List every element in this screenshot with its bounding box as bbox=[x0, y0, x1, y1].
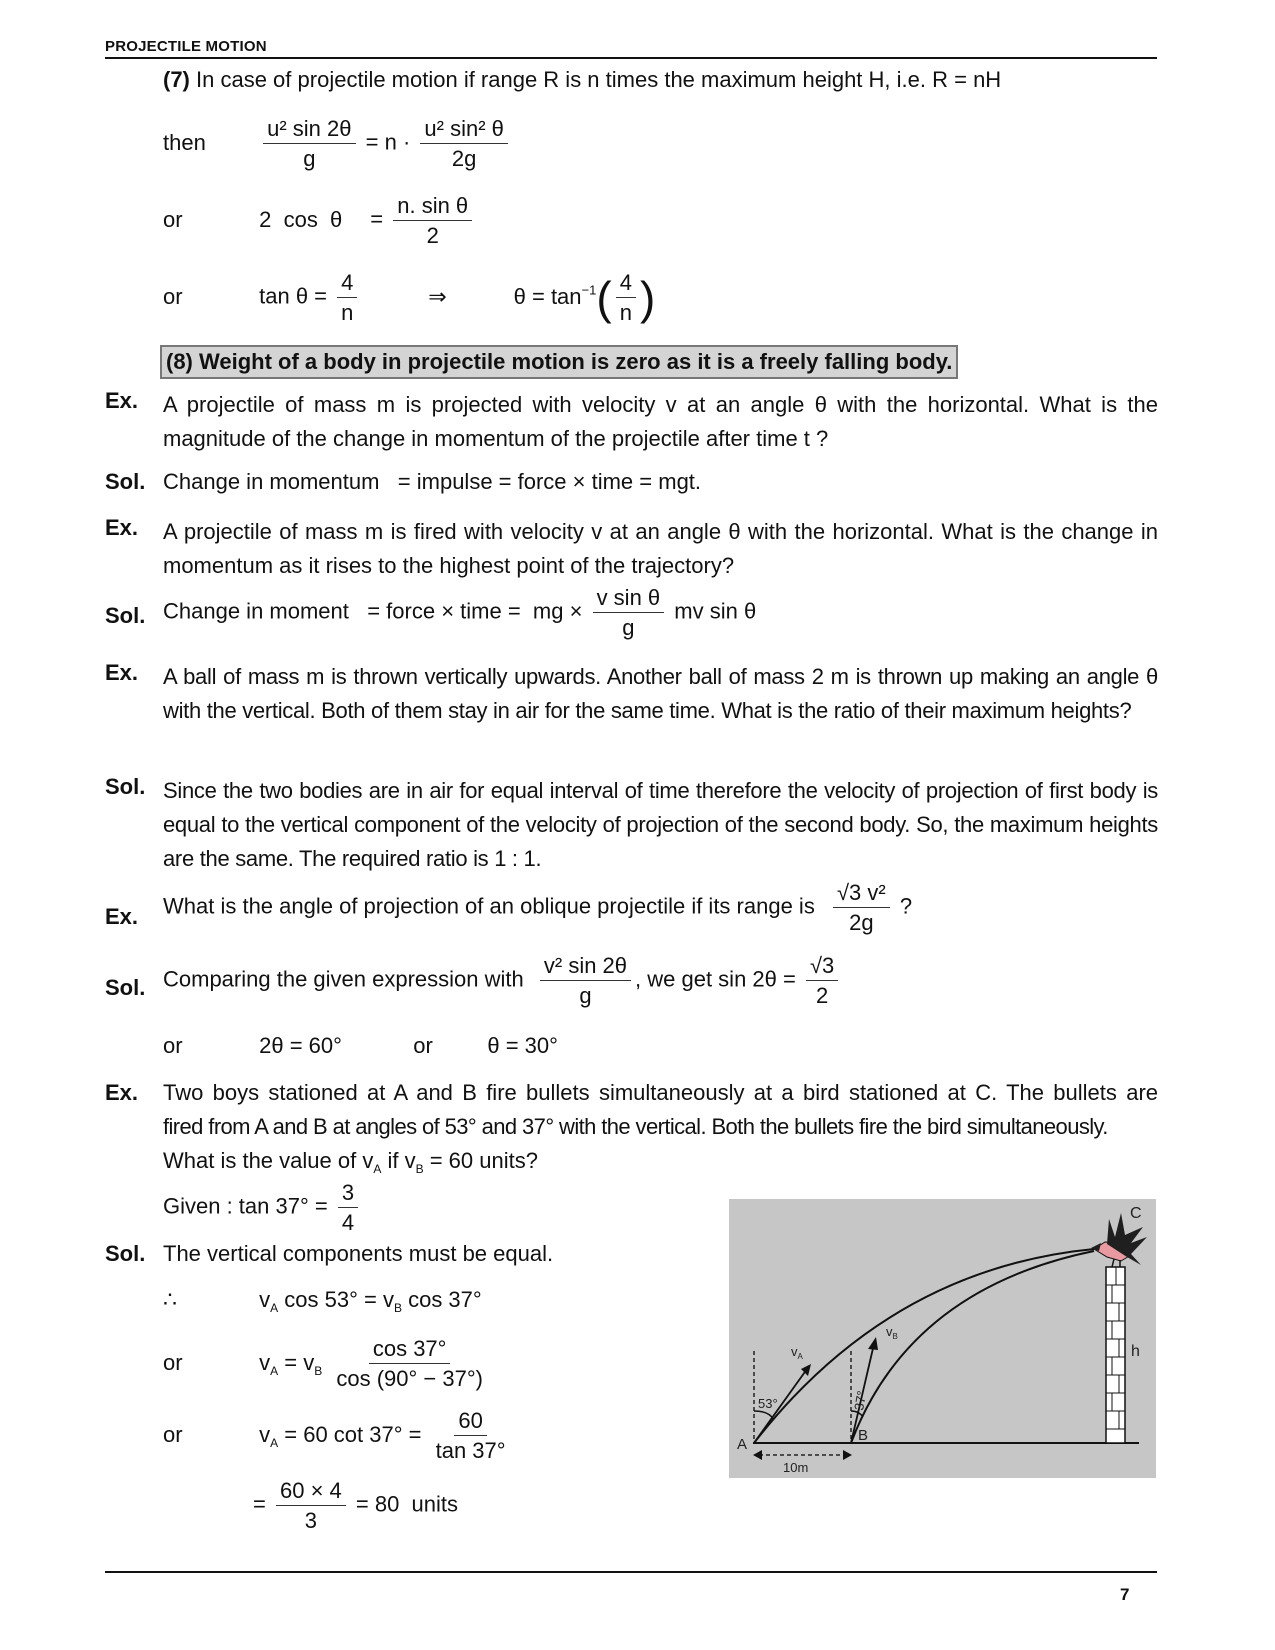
sol-label: Sol. bbox=[105, 774, 146, 799]
svg-text:h: h bbox=[1131, 1343, 1140, 1360]
left-paren-icon: ( bbox=[596, 271, 612, 324]
numerator: cos 37° bbox=[369, 1336, 451, 1364]
numerator: √3 v² bbox=[833, 880, 890, 908]
numerator: v sin θ bbox=[593, 585, 665, 613]
example-3-question: A ball of mass m is thrown vertically upwards. Another ball of mass 2 m is thrown up making an angle θ with the vertical. Both of them stay in air for the same time. What is the ratio of their maximum heights? bbox=[163, 664, 1158, 723]
sol-label: Sol. bbox=[105, 603, 146, 628]
page-number: 7 bbox=[1120, 1585, 1130, 1604]
fraction bbox=[806, 953, 838, 1009]
numerator: v² sin 2θ bbox=[540, 953, 631, 981]
equation-then bbox=[163, 116, 512, 172]
example-5-line-1: Two boys stationed at A and B fire bullets simultaneously at a bird stationed at C. The bullets are bbox=[163, 1080, 1158, 1105]
projectile-diagram bbox=[729, 1199, 1156, 1478]
eq-rhs: θ = tan bbox=[513, 283, 582, 309]
fraction bbox=[833, 880, 890, 936]
subscript: B bbox=[415, 1162, 424, 1176]
ex-label: Ex. bbox=[105, 904, 139, 929]
ex-label: Ex. bbox=[105, 660, 139, 685]
denominator: 2g bbox=[849, 910, 874, 936]
subscript: A bbox=[373, 1162, 382, 1176]
denominator: cos (90° − 37°) bbox=[336, 1366, 483, 1392]
superscript: −1 bbox=[581, 282, 597, 298]
eq-prefix: or bbox=[413, 1033, 433, 1058]
eq-prefix: or bbox=[163, 206, 183, 232]
svg-text:10m: 10m bbox=[783, 1460, 809, 1475]
eq-prefix: or bbox=[163, 1349, 183, 1375]
fraction bbox=[432, 1408, 510, 1464]
question-text: if v bbox=[381, 1148, 416, 1173]
eq-value: θ = 30° bbox=[487, 1033, 558, 1058]
eq-text: $v_A$ $\cos 53^\circ = v_B$ cos 37° bbox=[259, 1287, 482, 1315]
trajectory-figure bbox=[729, 1199, 1156, 1478]
solution-step-or-1 bbox=[163, 1336, 491, 1392]
eq-lhs: tan θ = bbox=[259, 283, 328, 309]
numerator: u² sin² θ bbox=[420, 116, 507, 144]
example-4-question bbox=[163, 880, 912, 936]
ex-label: Ex. bbox=[105, 388, 139, 413]
denominator: g bbox=[622, 615, 635, 641]
footer-rule bbox=[105, 1571, 1157, 1573]
denominator: tan 37° bbox=[435, 1438, 506, 1464]
denominator: g bbox=[303, 146, 316, 172]
eq-operator: = bbox=[370, 206, 384, 232]
question-text: = 60 units? bbox=[423, 1148, 538, 1173]
question-text: What is the angle of projection of an oblique projectile if its range is bbox=[163, 893, 815, 919]
eq-value: 2θ = 60° bbox=[259, 1033, 342, 1058]
ex-label: Ex. bbox=[105, 515, 139, 540]
solution-step-therefore bbox=[163, 1287, 482, 1315]
example-5-line-2: fired from A and B at angles of 53° and 37° with the vertical. Both the bullets fire the bird simultaneously. bbox=[163, 1114, 1108, 1139]
denominator: 2 bbox=[816, 983, 829, 1009]
point-7-label: (7) bbox=[163, 67, 190, 92]
numerator: u² sin 2θ bbox=[263, 116, 355, 144]
example-3-solution: Since the two bodies are in air for equal interval of time therefore the velocity of projection of first body is equal to the vertical component of the velocity of projection of the second body. So, the maximum heights are the same. The required ratio is 1 : 1. bbox=[163, 778, 1158, 871]
header-rule bbox=[105, 57, 1157, 59]
equation-or-2 bbox=[163, 270, 655, 326]
fraction bbox=[276, 1478, 346, 1534]
implies-icon: ⇒ bbox=[428, 283, 447, 309]
svg-text:37°: 37° bbox=[851, 1389, 870, 1412]
question-mark: ? bbox=[899, 893, 913, 919]
denominator: 3 bbox=[304, 1508, 317, 1534]
denominator: 2g bbox=[451, 146, 477, 172]
fraction bbox=[338, 1180, 358, 1236]
fraction bbox=[337, 270, 357, 326]
numerator: 60 × 4 bbox=[276, 1478, 346, 1506]
solution-text: Change in moment = force × time = mg × bbox=[163, 598, 583, 624]
sol-label: Sol. bbox=[105, 1241, 146, 1266]
svg-text:A: A bbox=[737, 1436, 748, 1453]
fraction bbox=[420, 116, 507, 172]
svg-text:C: C bbox=[1130, 1205, 1142, 1222]
final-answer: = 80 units bbox=[355, 1491, 459, 1517]
question-text: What is the value of v bbox=[163, 1148, 374, 1173]
given-text: Given : tan 37° = bbox=[163, 1193, 328, 1219]
eq-operator: = bbox=[253, 1491, 266, 1517]
denominator: 2 bbox=[426, 223, 439, 249]
denominator: g bbox=[579, 983, 592, 1009]
example-2-question: A projectile of mass m is fired with velocity v at an angle θ with the horizontal. What is the change in momentum as it rises to the highest point of the trajectory? bbox=[163, 519, 1158, 578]
given-statement bbox=[163, 1180, 362, 1236]
fraction bbox=[263, 116, 355, 172]
fraction bbox=[593, 585, 665, 641]
example-5-solution: The vertical components must be equal. bbox=[163, 1241, 554, 1266]
point-8-highlight: (8) Weight of a body in projectile motion is zero as it is a freely falling body. bbox=[160, 345, 958, 379]
page-header-title: PROJECTILE MOTION bbox=[105, 38, 267, 55]
svg-text:B: B bbox=[858, 1427, 869, 1444]
svg-text:53°: 53° bbox=[758, 1396, 778, 1411]
sol-label: Sol. bbox=[105, 469, 146, 494]
fraction bbox=[540, 953, 631, 1009]
fraction bbox=[332, 1336, 487, 1392]
numerator: 4 bbox=[616, 270, 636, 298]
denominator: 4 bbox=[341, 1210, 355, 1236]
solution-result: mv sin θ bbox=[674, 598, 757, 624]
eq-lhs: 2 cos θ bbox=[259, 206, 343, 232]
numerator: 3 bbox=[338, 1180, 358, 1208]
therefore-icon: ∴ bbox=[163, 1287, 177, 1312]
numerator: 60 bbox=[454, 1408, 486, 1436]
fraction bbox=[393, 193, 472, 249]
eq-prefix: or bbox=[163, 1421, 183, 1447]
example-1-question: A projectile of mass m is projected with velocity v at an angle θ with the horizontal. What is the magnitude of the change in momentum of the projectile after time t ? bbox=[163, 392, 1158, 451]
example-4-solution bbox=[163, 953, 842, 1009]
solution-step-or-2 bbox=[163, 1408, 514, 1464]
ex-label: Ex. bbox=[105, 1080, 139, 1105]
solution-step-result bbox=[253, 1478, 458, 1534]
sol-label: Sol. bbox=[105, 975, 146, 1000]
example-4-step bbox=[163, 1033, 558, 1059]
eq-prefix: or bbox=[163, 1033, 183, 1058]
svg-text:vB: $v_B$ bbox=[886, 1324, 898, 1341]
fraction bbox=[616, 270, 636, 326]
example-5-line-3 bbox=[163, 1148, 538, 1176]
example-2-solution bbox=[163, 585, 756, 641]
denominator: n bbox=[619, 300, 632, 326]
svg-text:vA: $v_A$ bbox=[791, 1344, 803, 1361]
eq-prefix: or bbox=[163, 283, 183, 309]
eq-operator: = n · bbox=[365, 129, 411, 155]
equation-or-1 bbox=[163, 193, 476, 249]
numerator: n. sin θ bbox=[393, 193, 472, 221]
right-paren-icon: ) bbox=[639, 271, 656, 324]
solution-text: Comparing the given expression with bbox=[163, 966, 524, 992]
denominator: n bbox=[341, 300, 354, 326]
eq-prefix: then bbox=[163, 129, 206, 155]
example-1-solution: Change in momentum = impulse = force × time = mgt. bbox=[163, 469, 702, 494]
eq-text: $v_A = 60$ cot 37° = bbox=[259, 1421, 422, 1450]
numerator: √3 bbox=[806, 953, 838, 981]
solution-text: , we get sin 2θ = bbox=[635, 966, 796, 992]
point-7 bbox=[163, 67, 1001, 93]
point-7-text: In case of projectile motion if range R is n times the maximum height H, i.e. R = nH bbox=[196, 67, 1002, 92]
numerator: 4 bbox=[337, 270, 357, 298]
eq-text: $v_A = v_B$ bbox=[259, 1349, 323, 1378]
